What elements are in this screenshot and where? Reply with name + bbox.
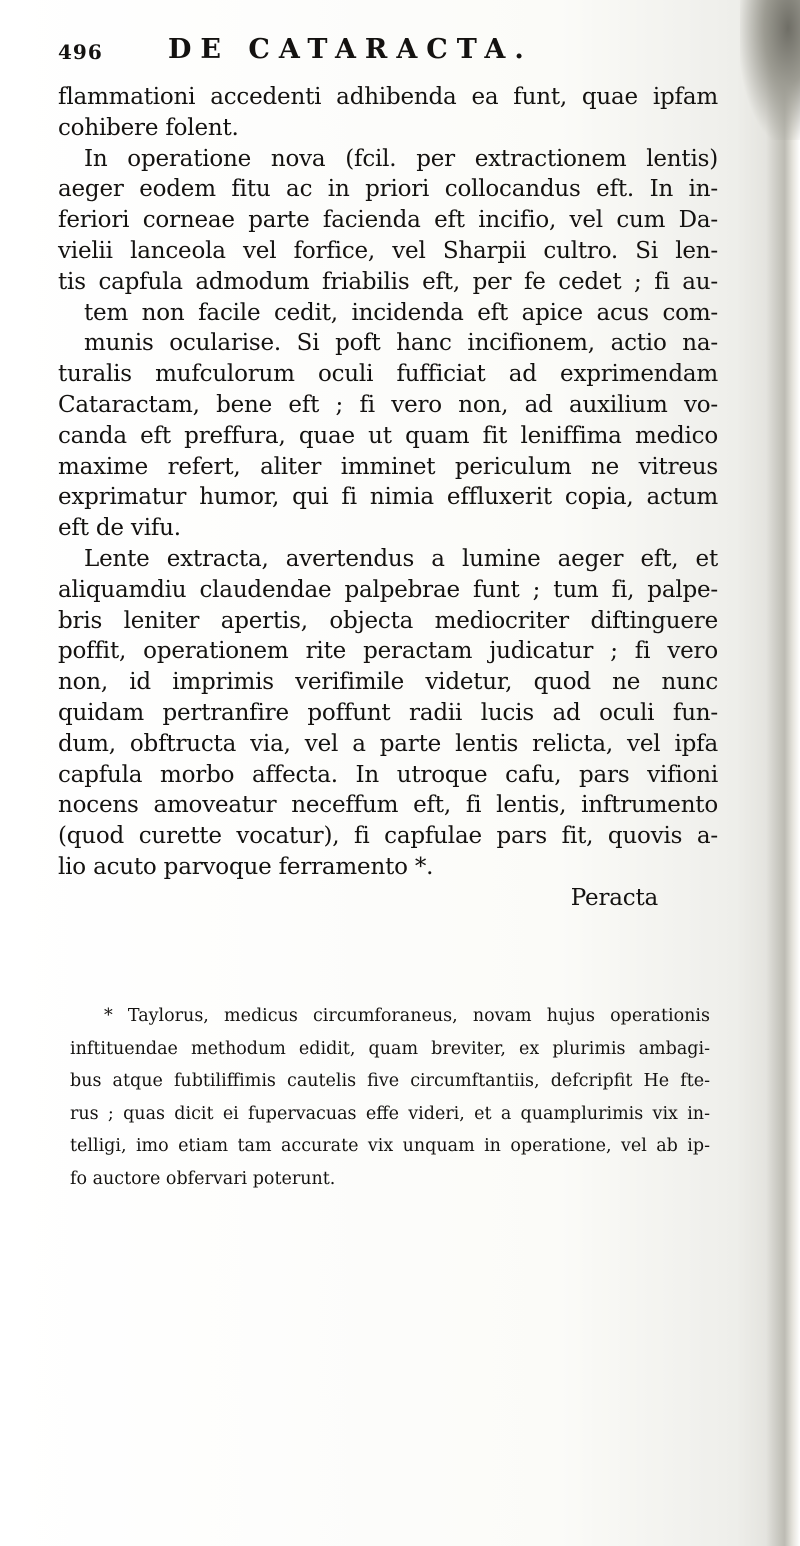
text-line: In operatione nova (fcil. per extractionem lentis) (84, 145, 718, 172)
text-line: tem non facile cedit, incidenda eft apice acus com- (84, 299, 718, 326)
text-line: canda eft preffura, quae ut quam fit leniffima medico (58, 422, 718, 449)
footnote-line: bus atque fubtiliffimis cautelis five circumftantiis, defcripfit He fte- (70, 1071, 710, 1092)
text-line: capfula morbo affecta. In utroque cafu, pars vifioni (58, 761, 718, 788)
text-line: tis capfula admodum friabilis eft, per fe cedet ; fi au- (58, 268, 718, 295)
text-line: Cataractam, bene eft ; fi vero non, ad auxilium vo- (58, 391, 718, 418)
text-line: feriori corneae parte facienda eft incifio, vel cum Da- (58, 207, 718, 234)
text-line: nocens amoveatur neceffum eft, fi lentis, inftrumento (58, 792, 718, 819)
text-line: non, id imprimis verifimile videtur, quod ne nunc (58, 669, 718, 696)
text-line: (quod curette vocatur), fi capfulae pars fit, quovis a- (58, 823, 718, 850)
text-line: cohibere folent. (58, 114, 239, 141)
text-line: munis ocularise. Si poft hanc incifionem, actio na- (84, 330, 718, 357)
text-line: eft de vifu. (58, 515, 181, 542)
page-number: 496 (58, 40, 103, 64)
text-line: vielii lanceola vel forfice, vel Sharpii cultro. Si len- (58, 237, 718, 264)
footnote-line: rus ; quas dicit ei fupervacuas effe videri, et a quamplurimis vix in- (70, 1103, 710, 1124)
text-line: Lente extracta, avertendus a lumine aeger eft, et (84, 545, 718, 572)
page-corner-shadow (740, 0, 800, 140)
footnote (70, 1000, 710, 1196)
footnote-line: inftituendae methodum edidit, quam breviter, ex plurimis ambagi- (70, 1038, 710, 1059)
page-header (58, 34, 698, 74)
text-line: aeger eodem fitu ac in priori collocandus eft. In in- (58, 176, 718, 203)
footnote-line: * Taylorus, medicus circumforaneus, novam hujus operationis (104, 1006, 710, 1026)
text-line: bris leniter apertis, objecta mediocriter diftinguere (58, 607, 718, 634)
page-edge-shadow (766, 0, 800, 1546)
footnote-line: fo auctore obfervari poterunt. (70, 1168, 336, 1189)
text-line: lio acuto parvoque ferramento *. (58, 853, 434, 880)
text-line: exprimatur humor, qui fi nimia effluxerit copia, actum (58, 484, 718, 511)
footnote-line: telligi, imo etiam tam accurate vix unquam in operatione, vel ab ip- (70, 1136, 710, 1157)
catchword: Peracta (570, 884, 658, 911)
text-line: dum, obftructa via, vel a parte lentis relicta, vel ipfa (58, 730, 718, 757)
text-line: aliquamdiu claudendae palpebrae funt ; tum fi, palpe- (58, 576, 718, 603)
text-line: poffit, operationem rite peractam judicatur ; fi vero (58, 638, 718, 665)
text-line: maxime refert, aliter imminet periculum ne vitreus (58, 453, 718, 480)
running-title: DE CATARACTA. (168, 34, 533, 65)
text-line: flammationi accedenti adhibenda ea funt, quae ipfam (58, 84, 718, 110)
text-line: quidam pertranfire poffunt radii lucis ad oculi fun- (58, 699, 718, 726)
text-line: turalis mufculorum oculi fufficiat ad exprimendam (58, 361, 718, 388)
main-text (58, 82, 718, 914)
